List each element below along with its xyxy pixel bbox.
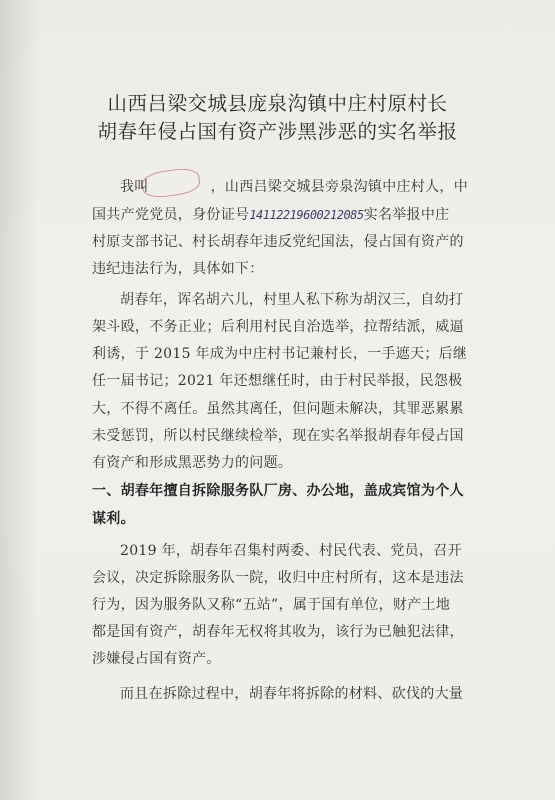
para2-line-1: 2019 年，胡春年召集村两委、村民代表、党员，召开 (120, 543, 462, 559)
intro-line-2-a: 国共产党党员，身份证号 (92, 207, 250, 223)
para2-line-2: 会议，决定拆除服务队一院，收归中庄村所有，这本是违法 (92, 570, 464, 586)
intro-line-3: 村原支部书记、村长胡春年违反党纪国法，侵占国有资产的 (92, 234, 464, 250)
document-title-line-2: 胡春年侵占国有资产涉黑涉恶的实名举报 (97, 120, 458, 143)
intro-line-1-b: ，山西吕梁交城县旁泉沟镇中庄村人，中 (210, 179, 469, 195)
document-title-line-1: 山西吕梁交城县庞泉沟镇中庄村原村长 (107, 92, 448, 115)
para1-line-2: 架斗殴，不务正业；后利用村民自治选举，拉帮结派，威逼 (92, 319, 464, 335)
para2-line-4: 都是国有资产，胡春年无权将其收为，该行为已触犯法律， (92, 624, 464, 640)
para1-line-1: 胡春年，诨名胡六儿，村里人私下称为胡汉三，自幼打 (120, 292, 464, 308)
para1-line-4: 任一届书记；2021 年还想继任时，由于村民举报，民怨极 (92, 373, 463, 389)
section1-heading-line-2: 谋利。 (92, 511, 135, 527)
para1-line-6: 未受惩罚，所以村民继续检举，现在实名举报胡春年侵占国 (92, 428, 464, 444)
intro-line-1 (120, 176, 468, 196)
intro-line-4: 违纪违法行为，具体如下： (92, 261, 264, 277)
para1-line-7: 有资产和形成黑恶势力的问题。 (92, 455, 293, 471)
para3-line-1: 而且在拆除过程中，胡春年将拆除的材料、砍伐的大量 (120, 686, 464, 702)
para1-line-3: 利诱，于 2015 年成为中庄村书记兼村长，一手遮天；后继 (92, 346, 468, 362)
para2-line-3: 行为，因为服务队又称“五站”，属于国有单位，财产土地 (92, 597, 451, 613)
section1-heading-line-1: 一、胡春年擅自拆除服务队厂房、办公地，盖成宾馆为个人 (92, 483, 464, 499)
intro-line-2-b: 实名举报中庄 (363, 207, 450, 223)
intro-line-2 (92, 204, 449, 224)
handwritten-id-number: 14112219600212085 (249, 208, 364, 222)
para2-line-5: 涉嫌侵占国有资产。 (92, 651, 221, 667)
para1-line-5: 大，不得不离任。虽然其离任，但问题未解决，其罪恶累累 (92, 401, 464, 417)
intro-line-1-a: 我叫 (120, 179, 149, 195)
